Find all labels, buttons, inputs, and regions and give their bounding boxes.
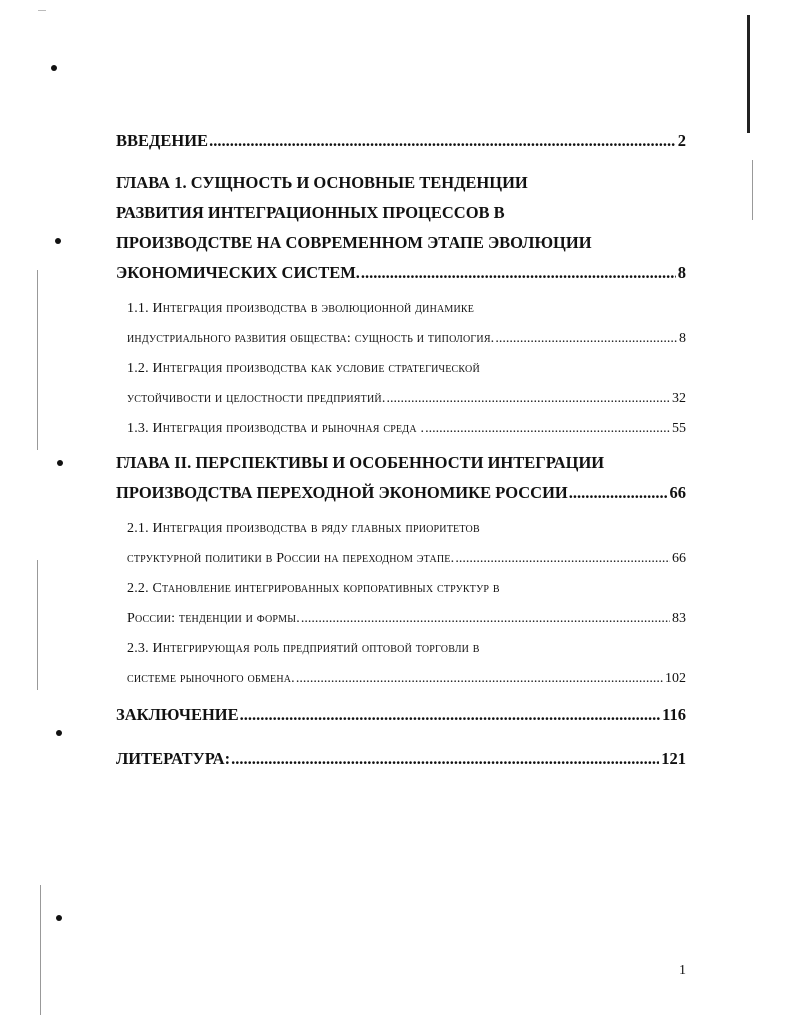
toc-entry-conclusion[interactable] <box>116 700 686 730</box>
binder-hole-dot <box>55 238 61 244</box>
toc-page-number: 83 <box>672 611 686 626</box>
binder-hole-dot <box>56 730 62 736</box>
left-edge-faint-line <box>37 270 38 450</box>
toc-entry-literature[interactable] <box>116 744 686 774</box>
dot-leader <box>455 544 670 574</box>
dot-leader <box>240 700 661 730</box>
section-title-last-line: 1.3. Интеграция производства и рыночная среда . <box>127 421 425 436</box>
dot-leader <box>495 324 677 354</box>
chapter-title-last-line: ЭКОНОМИЧЕСКИХ СИСТЕМ. <box>116 263 360 282</box>
binder-hole-dot <box>51 65 57 71</box>
toc-page-number: 116 <box>662 705 686 724</box>
toc-entry-section-1-3[interactable] <box>116 414 686 444</box>
dot-leader <box>296 664 663 694</box>
dot-leader <box>387 384 670 414</box>
right-edge-scan-line <box>747 15 750 133</box>
table-of-contents <box>116 126 686 774</box>
section-title-line: 2.1. Интеграция производства в ряду главных приоритетов <box>127 521 480 536</box>
dot-leader <box>569 478 668 508</box>
toc-entry-section-1-1[interactable] <box>116 324 686 354</box>
toc-entry-chapter-2[interactable] <box>116 478 686 508</box>
section-title-last-line: структурной политики в России на переходном этапе. <box>127 551 455 566</box>
right-edge-faint-line <box>752 160 753 220</box>
toc-page-number: 66 <box>669 483 686 502</box>
section-title-last-line: индустриального развития общества: сущность и типология. <box>127 331 495 346</box>
section-title-line: 2.2. Становление интегрированных корпоративных структур в <box>127 581 500 596</box>
chapter-title-line: ПРОИЗВОДСТВЕ НА СОВРЕМЕННОМ ЭТАПЕ ЭВОЛЮЦИИ <box>116 233 592 252</box>
left-edge-faint-line-3 <box>40 885 41 1015</box>
dot-leader <box>209 126 676 156</box>
binder-hole-dot <box>57 460 63 466</box>
toc-page-number: 32 <box>672 391 686 406</box>
toc-chapter-1 <box>116 168 686 444</box>
dot-leader <box>425 414 670 444</box>
section-title-last-line: устойчивости и целостности предприятий. <box>127 391 386 406</box>
toc-entry-introduction[interactable] <box>116 126 686 156</box>
toc-page-number: 121 <box>661 749 686 768</box>
dot-leader <box>301 604 670 634</box>
toc-page-number: 8 <box>679 331 686 346</box>
section-title-last-line: системе рыночного обмена. <box>127 671 295 686</box>
section-title-last-line: России: тенденции и формы. <box>127 611 300 626</box>
top-left-scan-mark <box>38 10 46 11</box>
toc-page-number: 55 <box>672 421 686 436</box>
toc-entry-title: ЗАКЛЮЧЕНИЕ <box>116 705 239 724</box>
chapter-title-line: ГЛАВА 1. СУЩНОСТЬ И ОСНОВНЫЕ ТЕНДЕНЦИИ <box>116 173 528 192</box>
toc-entry-title: ВВЕДЕНИЕ <box>116 131 209 150</box>
toc-entry-title: ЛИТЕРАТУРА: <box>116 749 231 768</box>
chapter-title-line: РАЗВИТИЯ ИНТЕГРАЦИОННЫХ ПРОЦЕССОВ В <box>116 203 505 222</box>
toc-page-number: 8 <box>677 263 686 282</box>
left-edge-faint-line-2 <box>37 560 38 690</box>
toc-entry-section-2-3[interactable] <box>116 664 686 694</box>
dot-leader <box>231 744 659 774</box>
page-number: 1 <box>679 963 686 978</box>
toc-entry-section-1-2[interactable] <box>116 384 686 414</box>
toc-page-number: 66 <box>672 551 686 566</box>
chapter-title-line: ГЛАВА II. ПЕРСПЕКТИВЫ И ОСОБЕННОСТИ ИНТЕГРАЦИИ <box>116 453 605 472</box>
toc-entry-section-2-2[interactable] <box>116 604 686 634</box>
toc-entry-chapter-1[interactable] <box>116 258 686 288</box>
chapter-title-last-line: ПРОИЗВОДСТВА ПЕРЕХОДНОЙ ЭКОНОМИКЕ РОССИИ <box>116 483 568 502</box>
section-title-line: 1.1. Интеграция производства в эволюционной динамике <box>127 301 475 316</box>
toc-chapter-2 <box>116 448 686 694</box>
dot-leader <box>361 258 676 288</box>
binder-hole-dot <box>56 915 62 921</box>
section-title-line: 1.2. Интеграция производства как условие стратегической <box>127 361 480 376</box>
section-title-line: 2.3. Интегрирующая роль предприятий оптовой торговли в <box>127 641 480 656</box>
toc-entry-section-2-1[interactable] <box>116 544 686 574</box>
toc-page-number: 102 <box>665 671 686 686</box>
toc-page-number: 2 <box>677 131 686 150</box>
